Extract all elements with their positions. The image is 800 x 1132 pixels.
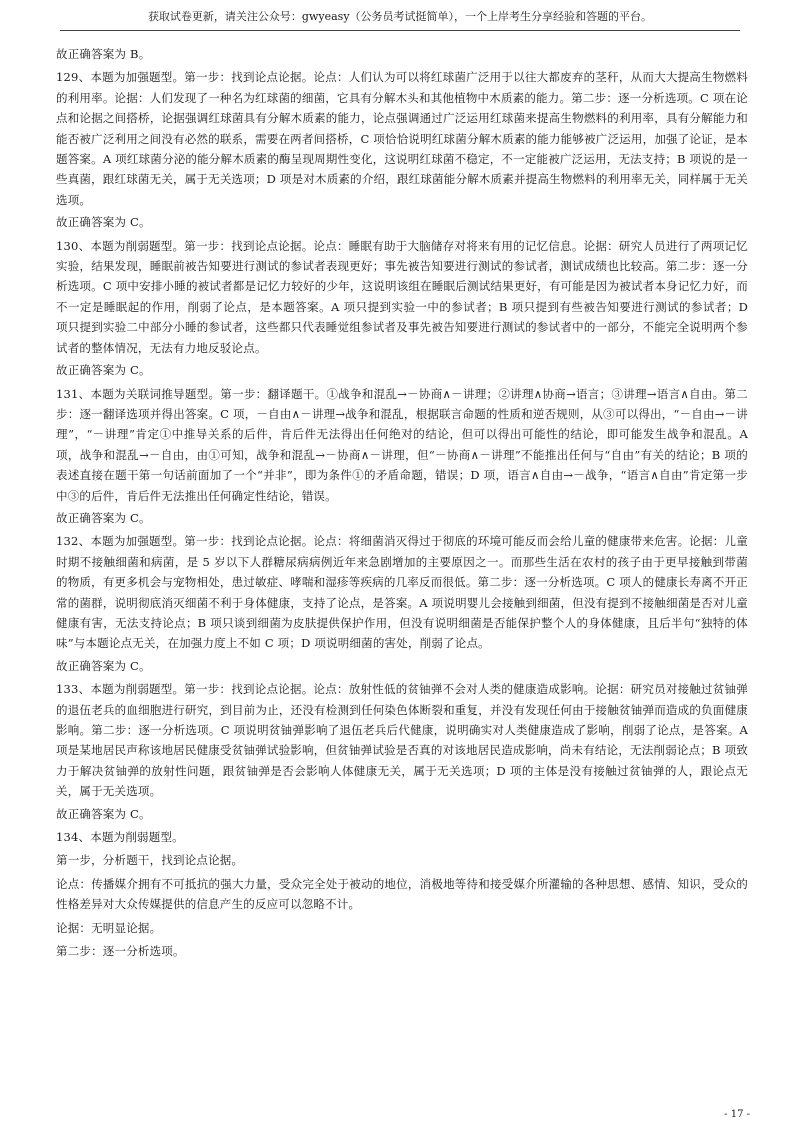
answer-line: 故正确答案为 C。 xyxy=(56,658,151,673)
answer-line: 故正确答案为 C。 xyxy=(56,510,151,525)
explanation-paragraph: 129、本题为加强题型。第一步：找到论点论据。论点：人们认为可以将红球菌广泛用于以往大都废弃的茎秆，从而大大提高生物燃料的利用率。论据：人们发现了一种名为红球菌的细菌，它具有分解木头和其他植物中木质素的能力。第二步：逐一分析选项。C 项在论点和论据之间搭桥，论据强调红球菌具有分解木质素的能力，论点强调通过广泛运用红球菌来提高生物燃料的利用率，具有分解能力和能否被广泛利用之间没有必然的联系，需要在两者间搭桥，C 项恰恰说明红球菌分解木质素的能力能够被广泛运用，加强了论证，是本题答案。A 项红球菌分泌的能分解木质素的酶呈现周期性变化，这说明红球菌不稳定，不一定能被广泛运用，无法支持；B 项说的是一些真菌，跟红球菌无关，属于无关选项；D 项是对木质素的介绍，跟红球菌能分解木质素并提高生物燃料的利用率无关，同样属于无关选项。 xyxy=(56,70,748,207)
explanation-paragraph: 131、本题为关联词推导题型。第一步：翻译题干。①战争和混乱→－协商∧－讲理；②讲理∧协商→语言；③讲理→语言∧自由。第二步：逐一翻译选项并得出答案。C 项，－自由∧－讲理→战争和混乱，根据联言命题的性质和逆否规则，从③可以得出，“－自由→－讲理”，“－讲理”肯定①中推导关系的后件，肯后件无法得出任何绝对的结论，但可以得出可能性的结论，即可能发生战争和混乱。A 项，战争和混乱→－自由，由①可知，战争和混乱→－协商∧－讲理，但“－协商∧－讲理”不能推出任何与“自由”有关的结论；B 项的表述直接在题干第一句话前面加了一个“并非”，即为条件①的矛盾命题，错误；D 项，语言∧自由→－战争，“语言∧自由”肯定第一步中③的后件，肯后件无法推出任何确定性结论，错误。 xyxy=(56,386,748,503)
step-line: 第一步，分析题干，找到论点论据。 xyxy=(56,853,244,868)
page-header: 获取试卷更新，请关注公众号：gwyeasy（公务员考试挺简单），一个上岸考生分享经验和答题的平台。 xyxy=(60,4,740,31)
answer-line: 故正确答案为 C。 xyxy=(56,806,151,821)
page-number: - 17 - xyxy=(724,1109,750,1120)
document-body xyxy=(56,42,748,964)
explanation-paragraph: 132、本题为加强题型。第一步：找到论点论据。论点：将细菌消灭得过于彻底的环境可能反而会给儿童的健康带来危害。论据：儿童时期不接触细菌和病菌，是 5 岁以下人群糖尿病病例近年来急剧增加的主要原因之一。而那些生活在农村的孩子由于更早接触到带菌的物质，有更多机会与宠物相处，患过敏症、哮喘和湿疹等疾病的几率反而很低。第二步：逐一分析选项。C 项人的健康长寿离不开正常的菌群，说明彻底消灭细菌不利于身体健康，支持了论点，是答案。A 项说明婴儿会接触到细菌，但没有提到不接触细菌是否对儿童健康有害，无法支持论点；B 项只谈到细菌为皮肤提供保护作用，但没有说明细菌是否能保护整个人的身体健康，且后半句“独特的体味”与本题论点无关，在加强力度上不如 C 项；D 项说明细菌的害处，削弱了论点。 xyxy=(56,534,749,651)
evidence-line: 论据：无明显论据。 xyxy=(56,920,162,935)
step-line: 第二步：逐一分析选项。 xyxy=(56,944,185,959)
explanation-paragraph: 130、本题为削弱题型。第一步：找到论点论据。论点：睡眠有助于大脑储存对将来有用的记忆信息。论据：研究人员进行了两项记忆实验，结果发现，睡眠前被告知要进行测试的参试者表现更好；事先被告知要进行测试的参试者，测试成绩也比较高。第二步：逐一分析选项。C 项中安排小睡的被试者都是记忆力较好的少年，这说明该组在睡眠后测试结果更好，有可能是因为被试者本身记忆力好，而不一定是睡眠起的作用，削弱了论点，是本题答案。A 项只提到实验一中的参试者；B 项只提到有些被告知要进行测试的参试者；D 项只提到实验二中部分小睡的参试者，这些都只代表睡觉组参试者及事先被告知要进行测试的参试者中的一部分，不能完全说明两个参试者的整体情况，无法有力地反驳论点。 xyxy=(56,238,748,355)
question-heading: 134、本题为削弱题型。 xyxy=(56,830,184,845)
argument-paragraph: 论点：传播媒介拥有不可抵抗的强大力量，受众完全处于被动的地位，消极地等待和接受媒介所灌输的各种思想、感情、知识，受众的性格差异对大众传媒提供的信息产生的反应可以忽略不计。 xyxy=(56,876,748,912)
answer-line: 故正确答案为 C。 xyxy=(56,215,151,230)
explanation-paragraph: 133、本题为削弱题型。第一步：找到论点论据。论点：放射性低的贫铀弹不会对人类的健康造成影响。论据：研究员对接触过贫铀弹的退伍老兵的血细胞进行研究，到目前为止，还没有检测到任何染色体断裂和重复，并没有发现任何由于接触贫铀弹而造成的负面健康影响。第二步：逐一分析选项。C 项说明贫铀弹影响了退伍老兵后代健康，说明确实对人类健康造成了影响，削弱了论点，是答案。A 项是某地居民声称该地居民健康受贫铀弹试验影响，但贫铀弹试验是否真的对该地居民造成影响，尚未有结论，无法削弱论点；B 项致力于解决贫铀弹的放射性问题，跟贫铀弹是否会影响人体健康无关，属于无关选项；D 项的主体是没有接触过贫铀弹的人，跟论点无关，属于无关选项。 xyxy=(56,682,748,799)
answer-line: 故正确答案为 C。 xyxy=(56,363,151,378)
answer-line: 故正确答案为 B。 xyxy=(56,47,151,61)
